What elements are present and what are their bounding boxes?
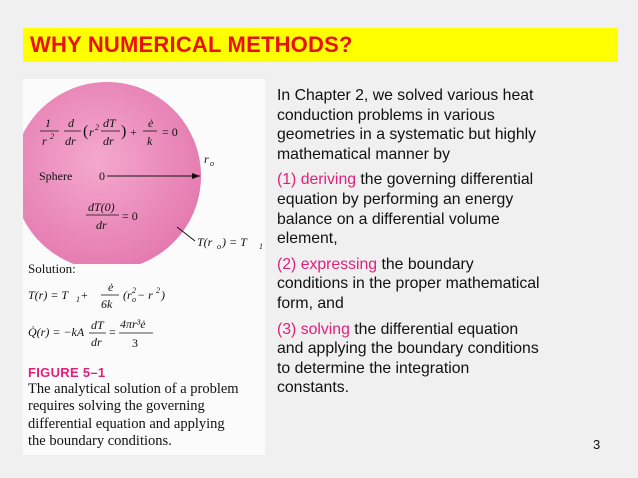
- svg-text:): ): [161, 288, 165, 302]
- eq-num4: ė: [148, 116, 154, 130]
- svg-text:o: o: [210, 159, 214, 168]
- intro-paragraph: [277, 86, 597, 164]
- caption-line: requires solving the governing: [28, 398, 205, 415]
- sphere-diagram: [23, 79, 265, 264]
- step-3-rest: the differential equation: [349, 320, 519, 338]
- eq-paren-r: ): [121, 123, 127, 140]
- caption-line: The analytical solution of a problem: [28, 381, 239, 397]
- step-2-highlight: (2) expressing: [277, 255, 378, 273]
- intro-line: geometries in a systematic but highly: [277, 126, 537, 144]
- step-2-first-line: [277, 255, 597, 275]
- slide-title: WHY NUMERICAL METHODS?: [30, 32, 353, 57]
- solution-equation-2: [28, 317, 153, 350]
- svg-text:1: 1: [76, 295, 80, 304]
- svg-text:) = T: ) = T: [222, 235, 247, 249]
- step-1-line: element,: [277, 230, 338, 248]
- step-2-rest: the boundary: [377, 255, 474, 273]
- eq-den1: r: [42, 134, 47, 148]
- eq-den4: k: [147, 134, 153, 148]
- eq-den3: dr: [103, 134, 114, 148]
- svg-text:+: +: [81, 288, 88, 302]
- eq-r2-exp: 2: [95, 123, 99, 132]
- solution-label: Solution:: [28, 261, 76, 276]
- svg-text:dr: dr: [96, 218, 107, 232]
- eq-den2: dr: [65, 134, 76, 148]
- eq-den1-exp: 2: [50, 132, 54, 141]
- caption-line: differential equation and applying: [28, 415, 225, 432]
- svg-text:1: 1: [259, 242, 263, 251]
- center-label: 0: [99, 169, 105, 183]
- svg-text:(r: (r: [123, 288, 132, 302]
- step-2-line: form, and: [277, 294, 344, 312]
- body-text: [277, 86, 597, 404]
- step-3-line: and applying the boundary conditions: [277, 340, 539, 358]
- eq-paren-l: (: [83, 123, 89, 140]
- step-3-first-line: [277, 320, 597, 340]
- eq-num3: dT: [103, 116, 116, 130]
- step-3-highlight: (3) solving: [277, 320, 350, 338]
- eq-r2: r: [89, 125, 94, 139]
- step-1-rest: the governing differential: [356, 171, 534, 189]
- sphere-label: Sphere: [39, 169, 73, 183]
- figure-label: FIGURE 5–1: [28, 365, 106, 380]
- step-2-line: conditions in the proper mathematical: [277, 275, 540, 293]
- caption-line: the boundary conditions.: [28, 432, 172, 449]
- svg-text:o: o: [132, 295, 136, 304]
- intro-line: mathematical manner by: [277, 145, 450, 163]
- svg-text:2: 2: [132, 286, 136, 295]
- step-1-paragraph: [277, 170, 597, 248]
- step-3-paragraph: [277, 320, 597, 398]
- svg-text:T(r) = T: T(r) = T: [28, 288, 69, 302]
- svg-text:2: 2: [156, 286, 160, 295]
- ro-label: [204, 152, 214, 168]
- step-1-line: equation by performing an energy: [277, 190, 514, 208]
- svg-text:= 0: = 0: [122, 209, 138, 223]
- svg-text:− r: − r: [137, 288, 153, 302]
- svg-text:T(r: T(r: [197, 235, 213, 249]
- solution-equation-1: [28, 280, 165, 311]
- svg-text:=: =: [109, 325, 116, 339]
- step-3-line: constants.: [277, 379, 350, 397]
- step-1-highlight: (1) deriving: [277, 171, 357, 189]
- step-2-paragraph: [277, 255, 597, 314]
- solution-equations: [23, 275, 265, 365]
- eq-plus: +: [130, 125, 137, 139]
- svg-text:4πr³ė: 4πr³ė: [120, 317, 146, 331]
- eq-num2: d: [68, 116, 74, 130]
- svg-text:r: r: [204, 152, 209, 166]
- intro-line: conduction problems in various: [277, 106, 495, 124]
- title-bar: [23, 28, 618, 62]
- step-1-line: balance on a differential volume: [277, 210, 500, 228]
- eq-zero: = 0: [162, 125, 178, 139]
- step-1-first-line: [277, 170, 597, 190]
- intro-line: In Chapter 2, we solved various heat: [277, 87, 534, 104]
- svg-text:ė: ė: [108, 280, 114, 294]
- surface-boundary-condition: [197, 235, 263, 251]
- svg-text:dT: dT: [91, 318, 104, 332]
- step-3-line: to determine the integration: [277, 359, 470, 377]
- figure-caption: [28, 381, 264, 450]
- svg-text:Q̇(r) = −kA: Q̇(r) = −kA: [28, 325, 85, 339]
- eq-num1: 1: [45, 116, 51, 130]
- svg-text:dT(0): dT(0): [88, 200, 115, 214]
- page-number: 3: [593, 437, 601, 452]
- svg-text:3: 3: [132, 336, 138, 350]
- figure-panel: [23, 79, 265, 455]
- svg-text:dr: dr: [91, 335, 102, 349]
- svg-text:6k: 6k: [101, 297, 113, 311]
- svg-text:o: o: [217, 242, 221, 251]
